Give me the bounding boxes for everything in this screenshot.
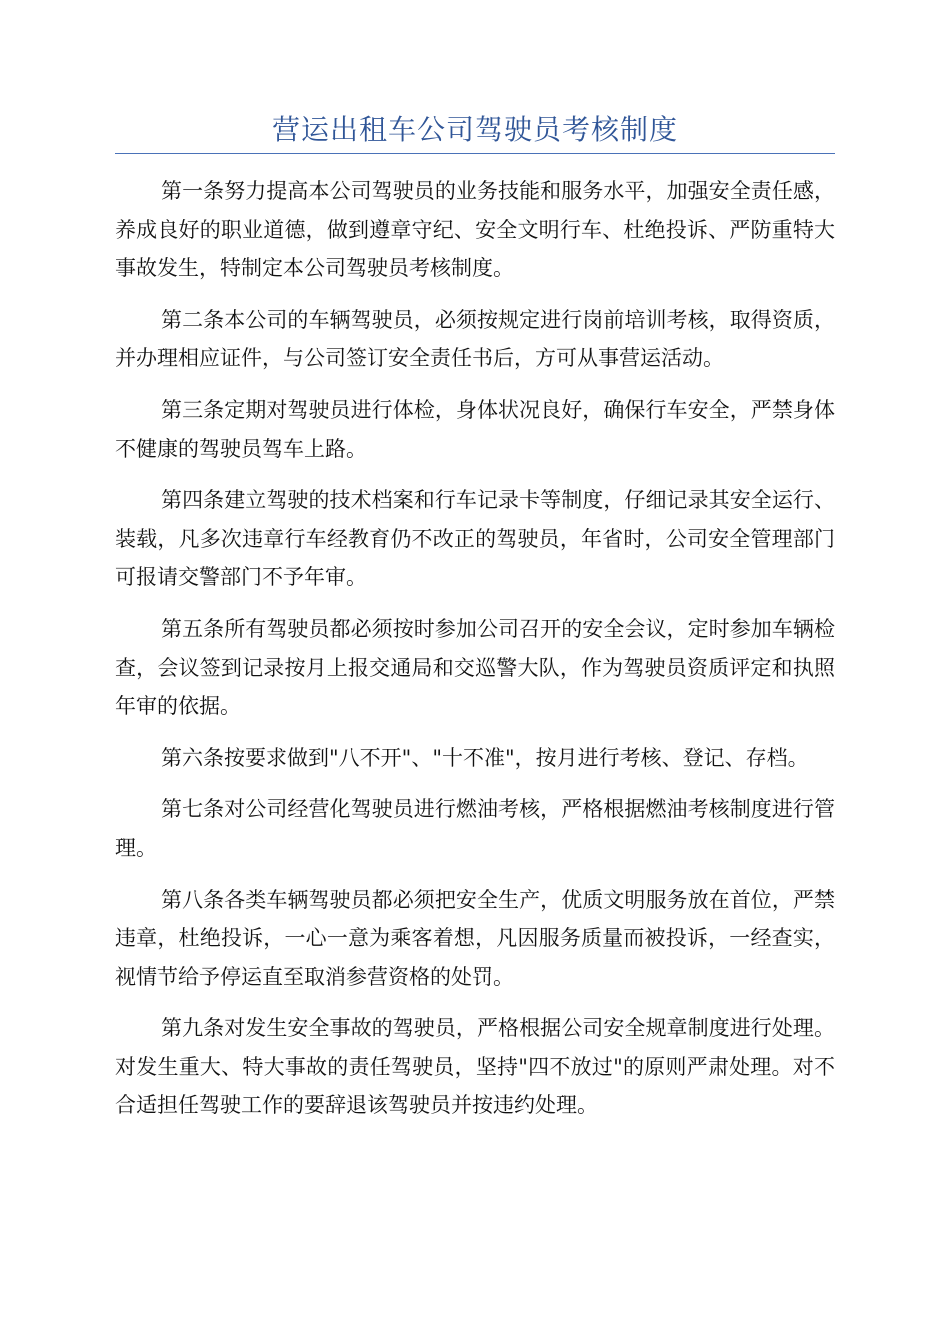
- document-title: 营运出租车公司驾驶员考核制度: [271, 113, 678, 146]
- document-body: [115, 172, 835, 1138]
- article-6-paragraph: 第六条按要求做到"八不开"、"十不准"，按月进行考核、登记、存档。: [161, 745, 809, 770]
- article-7-paragraph: 第七条对公司经营化驾驶员进行燃油考核，严格根据燃油考核制度进行管理。: [115, 797, 835, 860]
- article-5-paragraph: 第五条所有驾驶员都必须按时参加公司召开的安全会议，定时参加车辆检查，会议签到记录按月上报交通局和交巡警大队，作为驾驶员资质评定和执照年审的依据。: [115, 616, 835, 719]
- article-4-paragraph: 第四条建立驾驶的技术档案和行车记录卡等制度，仔细记录其安全运行、装载，凡多次违章行车经教育仍不改正的驾驶员，年省时，公司安全管理部门可报请交警部门不予年审。: [115, 488, 835, 590]
- article-3-paragraph: 第三条定期对驾驶员进行体检，身体状况良好，确保行车安全，严禁身体不健康的驾驶员驾车上路。: [115, 397, 835, 461]
- article-2-paragraph: 第二条本公司的车辆驾驶员，必须按规定进行岗前培训考核，取得资质，并办理相应证件，与公司签订安全责任书后，方可从事营运活动。: [115, 307, 835, 371]
- article-9-paragraph: 第九条对发生安全事故的驾驶员，严格根据公司安全规章制度进行处理。对发生重大、特大事故的责任驾驶员，坚持"四不放过"的原则严肃处理。对不合适担任驾驶工作的要辞退该驾驶员并按违约处理。: [115, 1016, 835, 1118]
- title-underline: [115, 153, 835, 154]
- article-1-paragraph: 第一条努力提高本公司驾驶员的业务技能和服务水平，加强安全责任感，养成良好的职业道德，做到遵章守纪、安全文明行车、杜绝投诉、严防重特大事故发生，特制定本公司驾驶员考核制度。: [115, 179, 835, 281]
- article-8-paragraph: 第八条各类车辆驾驶员都必须把安全生产，优质文明服务放在首位，严禁违章，杜绝投诉，一心一意为乘客着想，凡因服务质量而被投诉，一经查实，视情节给予停运直至取消参营资格的处罚。: [115, 887, 835, 989]
